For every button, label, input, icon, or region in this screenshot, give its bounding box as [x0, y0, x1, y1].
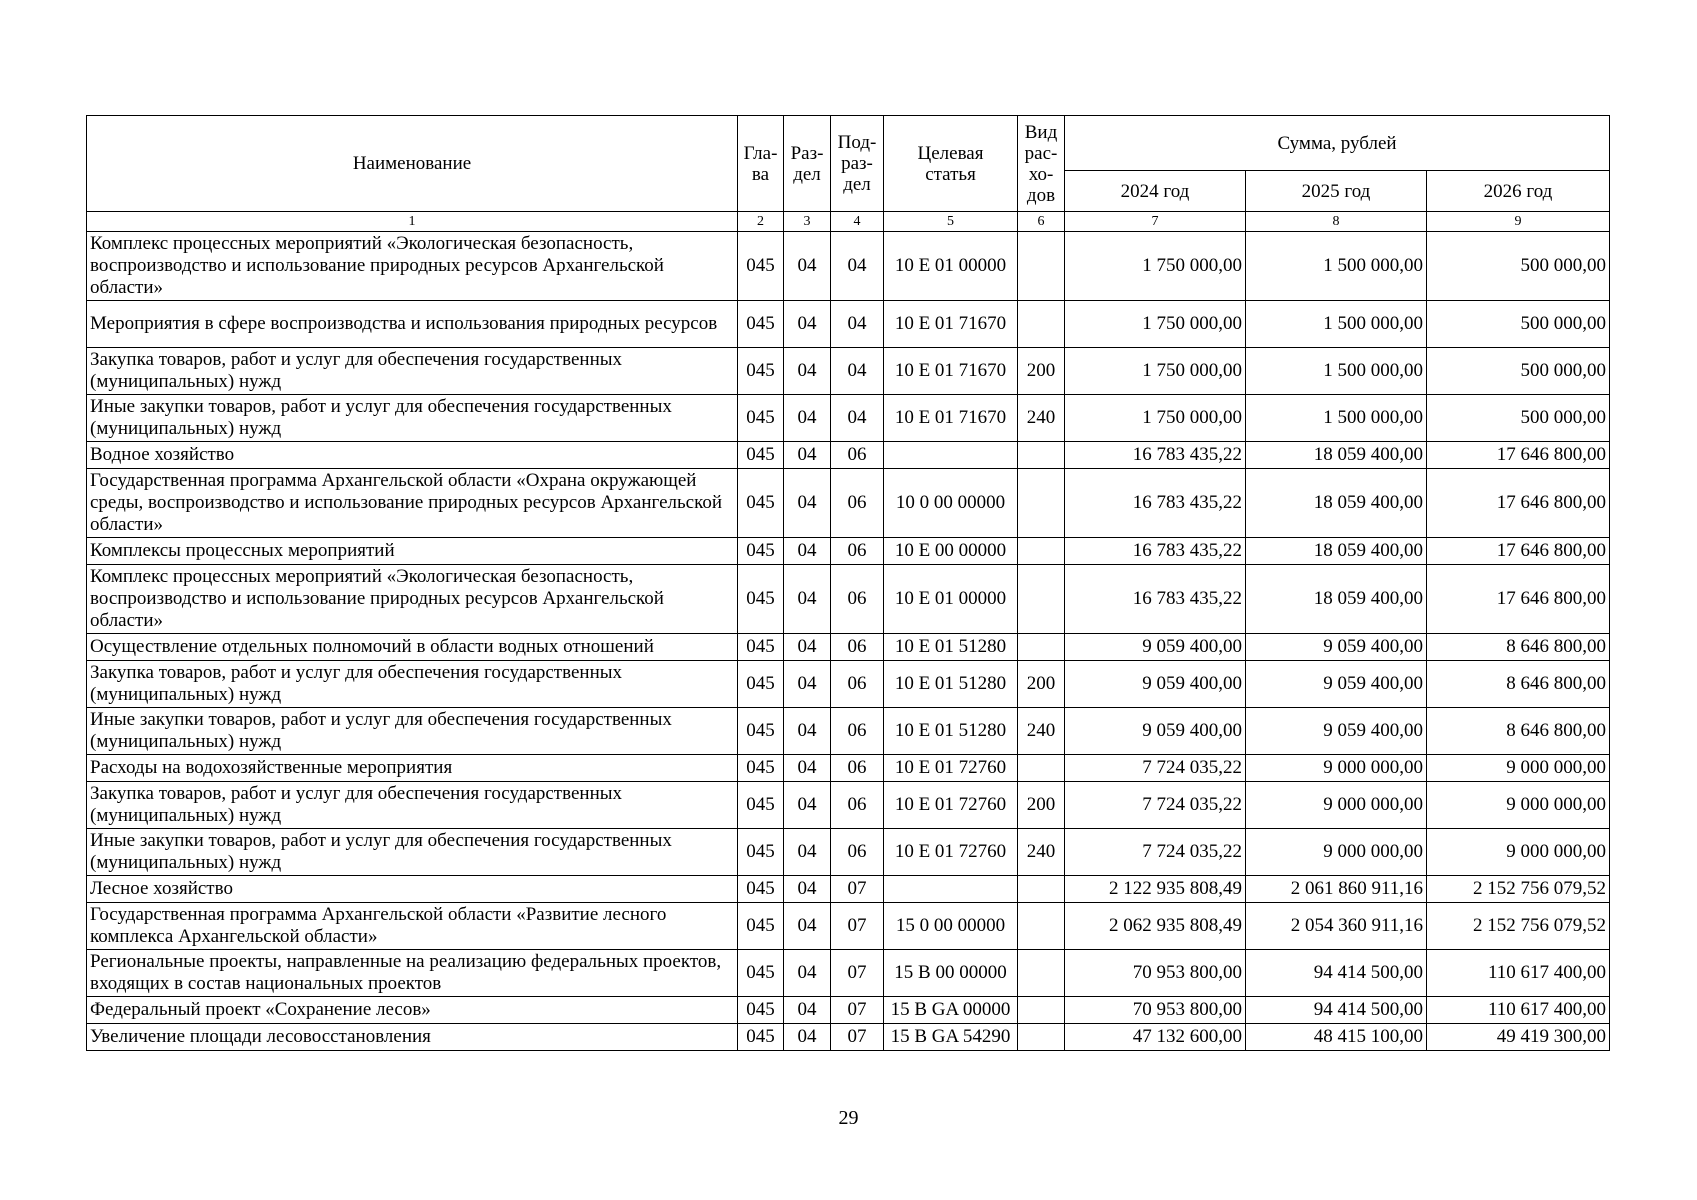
row-razdel: 04: [784, 469, 831, 538]
row-sum-2026: 17 646 800,00: [1427, 538, 1610, 565]
row-sum-2026: 49 419 300,00: [1427, 1024, 1610, 1051]
row-celevaya-statya: 10 Е 01 72760: [884, 755, 1018, 782]
row-vid-rashodov: [1018, 232, 1065, 301]
row-sum-2025: 9 000 000,00: [1246, 755, 1427, 782]
row-sum-2026: 500 000,00: [1427, 301, 1610, 348]
row-vid-rashodov: 200: [1018, 661, 1065, 708]
row-podrazdel: 06: [831, 661, 884, 708]
row-razdel: 04: [784, 903, 831, 950]
row-podrazdel: 06: [831, 442, 884, 469]
row-vid-rashodov: [1018, 997, 1065, 1024]
header-podrazdel: Под- раз- дел: [831, 116, 884, 212]
row-razdel: 04: [784, 950, 831, 997]
row-name: Государственная программа Архангельской области «Охрана окружающей среды, воспроизводство и использование природных ресурсов Архангельской области»: [87, 469, 738, 538]
header-year-2024: 2024 год: [1065, 171, 1246, 212]
row-name: Лесное хозяйство: [87, 876, 738, 903]
row-sum-2026: 500 000,00: [1427, 232, 1610, 301]
table-row: [87, 997, 1610, 1024]
row-name: Иные закупки товаров, работ и услуг для обеспечения государственных (муниципальных) нужд: [87, 395, 738, 442]
column-number-row: [87, 212, 1610, 232]
row-podrazdel: 06: [831, 708, 884, 755]
row-vid-rashodov: [1018, 469, 1065, 538]
row-sum-2025: 1 500 000,00: [1246, 232, 1427, 301]
row-sum-2025: 9 059 400,00: [1246, 661, 1427, 708]
row-sum-2025: 1 500 000,00: [1246, 395, 1427, 442]
row-razdel: 04: [784, 876, 831, 903]
row-sum-2024: 16 783 435,22: [1065, 538, 1246, 565]
row-sum-2025: 2 054 360 911,16: [1246, 903, 1427, 950]
row-sum-2024: 2 062 935 808,49: [1065, 903, 1246, 950]
page-number: 29: [838, 1107, 859, 1129]
column-number: 5: [884, 212, 1018, 232]
row-celevaya-statya: 10 Е 01 51280: [884, 661, 1018, 708]
row-name: Комплекс процессных мероприятий «Экологическая безопасность, воспроизводство и использование природных ресурсов Архангельской области»: [87, 565, 738, 634]
row-glava: 045: [738, 829, 784, 876]
table-row: [87, 348, 1610, 395]
row-podrazdel: 04: [831, 301, 884, 348]
row-vid-rashodov: [1018, 538, 1065, 565]
table-row: [87, 1024, 1610, 1051]
column-number: 1: [87, 212, 738, 232]
row-sum-2025: 1 500 000,00: [1246, 348, 1427, 395]
row-sum-2026: 17 646 800,00: [1427, 565, 1610, 634]
row-sum-2025: 18 059 400,00: [1246, 538, 1427, 565]
row-sum-2025: 94 414 500,00: [1246, 950, 1427, 997]
row-podrazdel: 07: [831, 903, 884, 950]
row-glava: 045: [738, 950, 784, 997]
row-name: Комплекс процессных мероприятий «Экологическая безопасность, воспроизводство и использование природных ресурсов Архангельской области»: [87, 232, 738, 301]
row-sum-2025: 1 500 000,00: [1246, 301, 1427, 348]
column-number: 6: [1018, 212, 1065, 232]
header-glava: Гла- ва: [738, 116, 784, 212]
header-year-2025: 2025 год: [1246, 171, 1427, 212]
row-razdel: 04: [784, 348, 831, 395]
table-row: [87, 232, 1610, 301]
table-row: [87, 395, 1610, 442]
row-glava: 045: [738, 661, 784, 708]
row-podrazdel: 06: [831, 634, 884, 661]
row-podrazdel: 04: [831, 232, 884, 301]
row-celevaya-statya: 15 В GA 54290: [884, 1024, 1018, 1051]
row-sum-2026: 9 000 000,00: [1427, 829, 1610, 876]
row-sum-2026: 500 000,00: [1427, 395, 1610, 442]
row-vid-rashodov: [1018, 634, 1065, 661]
row-podrazdel: 07: [831, 950, 884, 997]
row-razdel: 04: [784, 634, 831, 661]
row-razdel: 04: [784, 829, 831, 876]
table-row: [87, 782, 1610, 829]
row-sum-2024: 2 122 935 808,49: [1065, 876, 1246, 903]
row-sum-2026: 9 000 000,00: [1427, 782, 1610, 829]
row-sum-2026: 8 646 800,00: [1427, 708, 1610, 755]
row-sum-2024: 9 059 400,00: [1065, 661, 1246, 708]
row-name: Региональные проекты, направленные на реализацию федеральных проектов, входящих в состав национальных проектов: [87, 950, 738, 997]
row-razdel: 04: [784, 661, 831, 708]
row-celevaya-statya: 10 Е 00 00000: [884, 538, 1018, 565]
row-razdel: 04: [784, 1024, 831, 1051]
row-name: Иные закупки товаров, работ и услуг для обеспечения государственных (муниципальных) нужд: [87, 708, 738, 755]
row-sum-2026: 9 000 000,00: [1427, 755, 1610, 782]
row-sum-2024: 1 750 000,00: [1065, 301, 1246, 348]
row-name: Расходы на водохозяйственные мероприятия: [87, 755, 738, 782]
row-celevaya-statya: 10 Е 01 51280: [884, 634, 1018, 661]
row-glava: 045: [738, 538, 784, 565]
row-sum-2026: 2 152 756 079,52: [1427, 903, 1610, 950]
row-podrazdel: 06: [831, 782, 884, 829]
row-name: Мероприятия в сфере воспроизводства и использования природных ресурсов: [87, 301, 738, 348]
row-sum-2024: 7 724 035,22: [1065, 782, 1246, 829]
row-glava: 045: [738, 708, 784, 755]
row-name: Комплексы процессных мероприятий: [87, 538, 738, 565]
table-row: [87, 442, 1610, 469]
row-vid-rashodov: 240: [1018, 708, 1065, 755]
row-podrazdel: 06: [831, 755, 884, 782]
column-number: 4: [831, 212, 884, 232]
row-sum-2026: 8 646 800,00: [1427, 634, 1610, 661]
table-row: [87, 829, 1610, 876]
row-vid-rashodov: [1018, 755, 1065, 782]
column-number: 9: [1427, 212, 1610, 232]
row-podrazdel: 07: [831, 876, 884, 903]
row-podrazdel: 04: [831, 348, 884, 395]
row-sum-2025: 18 059 400,00: [1246, 442, 1427, 469]
row-glava: 045: [738, 782, 784, 829]
row-sum-2025: 18 059 400,00: [1246, 565, 1427, 634]
row-name: Федеральный проект «Сохранение лесов»: [87, 997, 738, 1024]
row-sum-2024: 9 059 400,00: [1065, 708, 1246, 755]
row-sum-2024: 70 953 800,00: [1065, 997, 1246, 1024]
table-row: [87, 708, 1610, 755]
table-row: [87, 469, 1610, 538]
row-razdel: 04: [784, 755, 831, 782]
row-sum-2024: 16 783 435,22: [1065, 565, 1246, 634]
row-sum-2025: 9 059 400,00: [1246, 708, 1427, 755]
row-podrazdel: 06: [831, 829, 884, 876]
table-row: [87, 876, 1610, 903]
row-razdel: 04: [784, 442, 831, 469]
row-celevaya-statya: 10 Е 01 71670: [884, 348, 1018, 395]
header-name: Наименование: [87, 116, 738, 212]
row-sum-2025: 18 059 400,00: [1246, 469, 1427, 538]
row-vid-rashodov: [1018, 442, 1065, 469]
row-vid-rashodov: [1018, 876, 1065, 903]
table-row: [87, 565, 1610, 634]
column-number: 7: [1065, 212, 1246, 232]
row-podrazdel: 06: [831, 469, 884, 538]
column-number: 8: [1246, 212, 1427, 232]
table-row: [87, 661, 1610, 708]
budget-table: [86, 115, 1610, 1051]
row-sum-2026: 500 000,00: [1427, 348, 1610, 395]
column-number: 3: [784, 212, 831, 232]
row-celevaya-statya: 10 Е 01 51280: [884, 708, 1018, 755]
row-vid-rashodov: 240: [1018, 829, 1065, 876]
row-name: Государственная программа Архангельской области «Развитие лесного комплекса Архангельской области»: [87, 903, 738, 950]
header-year-2026: 2026 год: [1427, 171, 1610, 212]
row-sum-2024: 16 783 435,22: [1065, 469, 1246, 538]
row-celevaya-statya: 10 Е 01 00000: [884, 232, 1018, 301]
row-vid-rashodov: [1018, 1024, 1065, 1051]
header-vid-rashodov: Вид рас- хо- дов: [1018, 116, 1065, 212]
row-sum-2024: 47 132 600,00: [1065, 1024, 1246, 1051]
row-sum-2026: 8 646 800,00: [1427, 661, 1610, 708]
row-razdel: 04: [784, 395, 831, 442]
row-celevaya-statya: 15 В GA 00000: [884, 997, 1018, 1024]
row-name: Водное хозяйство: [87, 442, 738, 469]
row-celevaya-statya: 10 Е 01 71670: [884, 301, 1018, 348]
row-name: Закупка товаров, работ и услуг для обеспечения государственных (муниципальных) нужд: [87, 661, 738, 708]
row-vid-rashodov: 200: [1018, 782, 1065, 829]
row-vid-rashodov: 240: [1018, 395, 1065, 442]
row-podrazdel: 07: [831, 997, 884, 1024]
row-podrazdel: 06: [831, 565, 884, 634]
row-sum-2025: 48 415 100,00: [1246, 1024, 1427, 1051]
row-celevaya-statya: 10 Е 01 72760: [884, 782, 1018, 829]
row-glava: 045: [738, 903, 784, 950]
row-sum-2024: 9 059 400,00: [1065, 634, 1246, 661]
row-sum-2024: 7 724 035,22: [1065, 829, 1246, 876]
table-row: [87, 301, 1610, 348]
row-sum-2024: 1 750 000,00: [1065, 395, 1246, 442]
row-celevaya-statya: 10 Е 01 00000: [884, 565, 1018, 634]
header-summa: Сумма, рублей: [1065, 116, 1610, 171]
table-row: [87, 538, 1610, 565]
row-sum-2026: 17 646 800,00: [1427, 442, 1610, 469]
row-vid-rashodov: [1018, 903, 1065, 950]
row-glava: 045: [738, 634, 784, 661]
row-sum-2024: 70 953 800,00: [1065, 950, 1246, 997]
row-sum-2025: 9 000 000,00: [1246, 782, 1427, 829]
row-celevaya-statya: 10 Е 01 71670: [884, 395, 1018, 442]
row-celevaya-statya: 10 Е 01 72760: [884, 829, 1018, 876]
row-glava: 045: [738, 469, 784, 538]
row-celevaya-statya: [884, 442, 1018, 469]
row-glava: 045: [738, 395, 784, 442]
row-sum-2025: 9 000 000,00: [1246, 829, 1427, 876]
row-glava: 045: [738, 442, 784, 469]
row-razdel: 04: [784, 565, 831, 634]
row-glava: 045: [738, 348, 784, 395]
row-glava: 045: [738, 565, 784, 634]
row-name: Закупка товаров, работ и услуг для обеспечения государственных (муниципальных) нужд: [87, 782, 738, 829]
row-podrazdel: 06: [831, 538, 884, 565]
row-vid-rashodov: 200: [1018, 348, 1065, 395]
row-podrazdel: 04: [831, 395, 884, 442]
row-celevaya-statya: 15 В 00 00000: [884, 950, 1018, 997]
table-row: [87, 755, 1610, 782]
table-row: [87, 950, 1610, 997]
row-razdel: 04: [784, 708, 831, 755]
row-glava: 045: [738, 876, 784, 903]
row-vid-rashodov: [1018, 565, 1065, 634]
row-vid-rashodov: [1018, 950, 1065, 997]
row-razdel: 04: [784, 301, 831, 348]
row-podrazdel: 07: [831, 1024, 884, 1051]
row-glava: 045: [738, 755, 784, 782]
row-sum-2025: 94 414 500,00: [1246, 997, 1427, 1024]
header-celevaya-statya: Целевая статья: [884, 116, 1018, 212]
column-number: 2: [738, 212, 784, 232]
row-name: Увеличение площади лесовосстановления: [87, 1024, 738, 1051]
row-sum-2025: 2 061 860 911,16: [1246, 876, 1427, 903]
row-glava: 045: [738, 1024, 784, 1051]
row-vid-rashodov: [1018, 301, 1065, 348]
row-celevaya-statya: 10 0 00 00000: [884, 469, 1018, 538]
row-sum-2026: 110 617 400,00: [1427, 997, 1610, 1024]
row-sum-2024: 1 750 000,00: [1065, 232, 1246, 301]
row-glava: 045: [738, 301, 784, 348]
row-name: Осуществление отдельных полномочий в области водных отношений: [87, 634, 738, 661]
row-glava: 045: [738, 232, 784, 301]
row-sum-2026: 110 617 400,00: [1427, 950, 1610, 997]
row-sum-2025: 9 059 400,00: [1246, 634, 1427, 661]
table-row: [87, 634, 1610, 661]
row-sum-2026: 2 152 756 079,52: [1427, 876, 1610, 903]
row-sum-2024: 7 724 035,22: [1065, 755, 1246, 782]
row-razdel: 04: [784, 997, 831, 1024]
header-razdel: Раз- дел: [784, 116, 831, 212]
row-sum-2024: 1 750 000,00: [1065, 348, 1246, 395]
table-row: [87, 903, 1610, 950]
row-celevaya-statya: [884, 876, 1018, 903]
row-sum-2026: 17 646 800,00: [1427, 469, 1610, 538]
row-glava: 045: [738, 997, 784, 1024]
row-sum-2024: 16 783 435,22: [1065, 442, 1246, 469]
row-name: Иные закупки товаров, работ и услуг для обеспечения государственных (муниципальных) нужд: [87, 829, 738, 876]
row-razdel: 04: [784, 538, 831, 565]
row-razdel: 04: [784, 232, 831, 301]
row-name: Закупка товаров, работ и услуг для обеспечения государственных (муниципальных) нужд: [87, 348, 738, 395]
row-razdel: 04: [784, 782, 831, 829]
row-celevaya-statya: 15 0 00 00000: [884, 903, 1018, 950]
